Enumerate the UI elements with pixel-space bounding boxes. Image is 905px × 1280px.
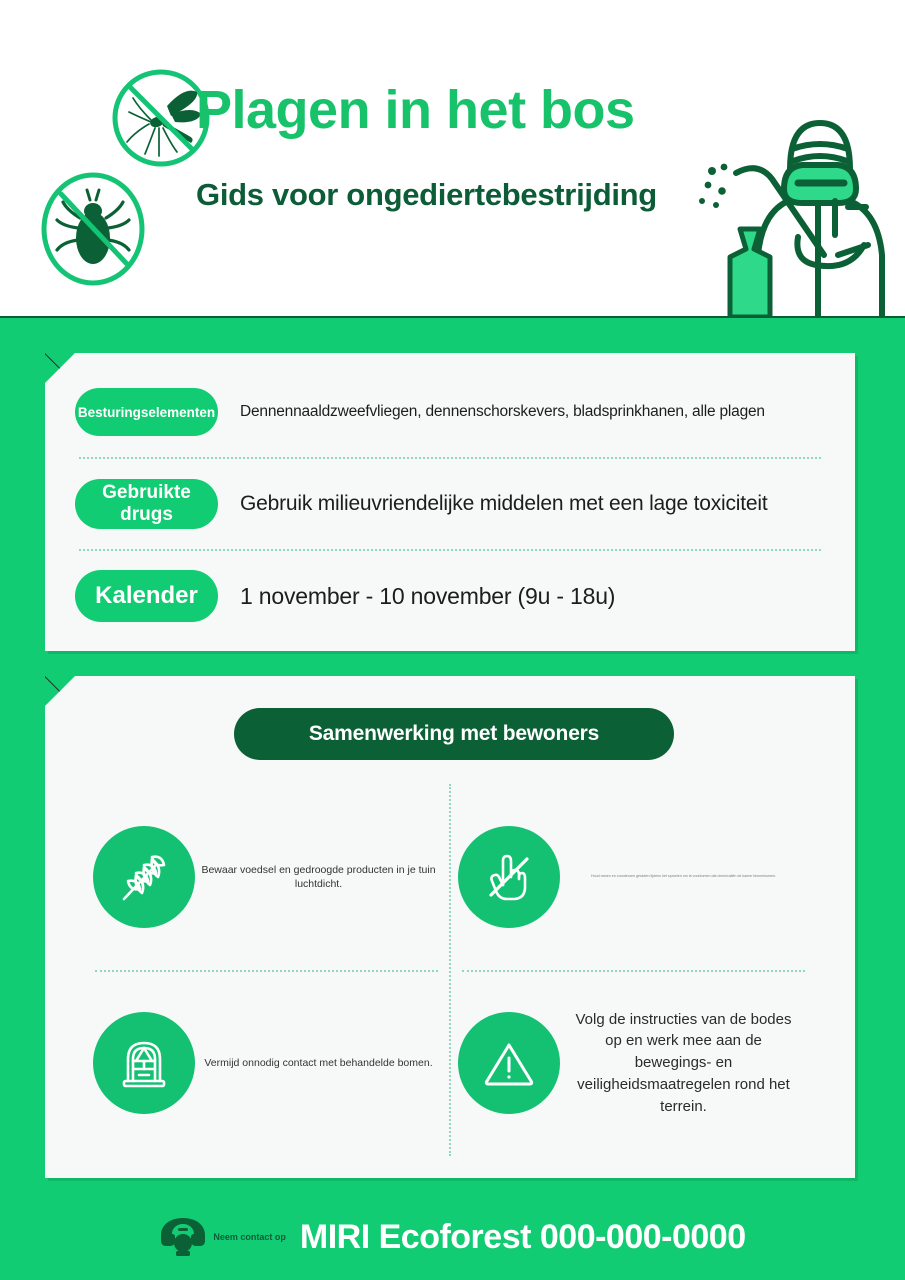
list-item [85, 784, 450, 970]
no-tick-icon [33, 168, 153, 290]
row-label-pill: Gebruikte drugs [75, 479, 218, 529]
footer-contact-text: MIRI Ecoforest 000-000-0000 [299, 1217, 746, 1256]
telephone-icon [159, 1215, 207, 1259]
card-fold-corner [45, 676, 75, 706]
tip-text: Vermijd onnodig contact met behandelde bomen. [204, 1056, 433, 1069]
tips-grid [85, 784, 815, 1156]
poster-body [0, 318, 905, 1194]
tip-text: Bewaar voedsel en gedroogde producten in je tuin luchtdicht. [201, 863, 436, 890]
row-divider [79, 549, 821, 551]
poster-footer [0, 1194, 905, 1280]
list-item [450, 784, 815, 970]
row-label-pill: Kalender [75, 570, 218, 622]
row-value: Dennennaaldzweefvliegen, dennenschorskevers, bladsprinkhanen, alle plagen [240, 403, 765, 420]
residents-cooperation-card [45, 676, 855, 1178]
row-label-pill: Besturingselementen [75, 388, 218, 436]
section-banner: Samenwerking met bewoners [234, 708, 674, 760]
tip-text: Houd ramen en voordeuren gesloten tijdens het sproeien om te voorkomen dat chemicaliën de kamer binnenkomen. [591, 874, 776, 879]
treatment-info-card [45, 353, 855, 651]
tip-text: Volg de instructies van de bodes op en werk mee aan de bewegings- en veiligheidsmaatregelen rond het terrein. [575, 1010, 792, 1115]
window-door-icon [93, 1012, 195, 1114]
table-row [75, 473, 825, 535]
page-title: Plagen in het bos [196, 80, 635, 140]
row-divider [79, 457, 821, 459]
table-row [75, 565, 825, 627]
page-subtitle: Gids voor ongediertebestrijding [196, 176, 657, 212]
title-block [196, 82, 716, 213]
pest-control-worker-illustration [698, 105, 905, 317]
table-row [75, 381, 825, 443]
wheat-icon [93, 826, 195, 928]
no-touch-hand-icon [458, 826, 560, 928]
list-item [450, 970, 815, 1156]
poster-header [0, 0, 905, 318]
contact-label: Neem contact op [213, 1232, 286, 1242]
row-value: Gebruik milieuvriendelijke middelen met een lage toxiciteit [240, 492, 768, 515]
list-item [85, 970, 450, 1156]
warning-triangle-icon [458, 1012, 560, 1114]
row-value: 1 november - 10 november (9u - 18u) [240, 582, 616, 609]
